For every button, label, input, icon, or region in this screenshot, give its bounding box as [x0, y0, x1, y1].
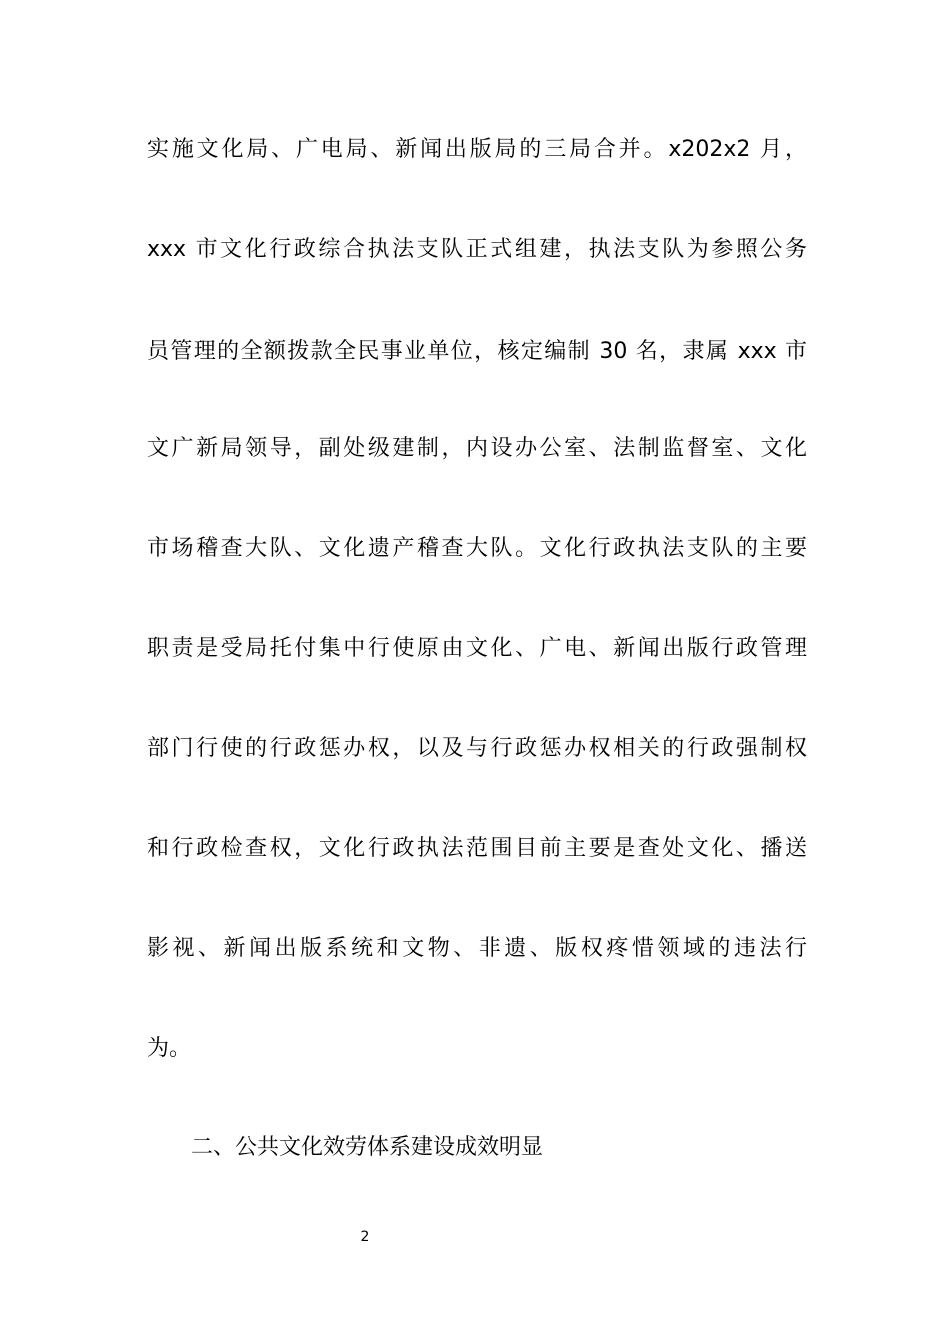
paragraph-line-9: 影视、新闻出版系统和文物、非遗、版权疼惜领域的违法行 [147, 936, 807, 961]
page-number: 2 [360, 1229, 370, 1245]
paragraph-line-6: 职责是受局托付集中行使原由文化、广电、新闻出版行政管理 [147, 636, 807, 661]
paragraph-line-7: 部门行使的行政惩办权，以及与行政惩办权相关的行政强制权 [147, 736, 807, 761]
paragraph-line-1: 实施文化局、广电局、新闻出版局的三局合并。x202x2 月， [147, 137, 807, 162]
paragraph-line-4: 文广新局领导，副处级建制，内设办公室、法制监督室、文化 [147, 436, 807, 461]
paragraph-line-8: 和行政检查权，文化行政执法范围目前主要是查处文化、播送 [147, 836, 807, 861]
paragraph-line-10: 为。 [147, 1036, 192, 1061]
section-heading: 二、公共文化效劳体系建设成效明显 [191, 1135, 544, 1160]
paragraph-line-2: xxx 市文化行政综合执法支队正式组建，执法支队为参照公务 [147, 237, 807, 262]
paragraph-line-5: 市场稽查大队、文化遗产稽查大队。文化行政执法支队的主要 [147, 536, 807, 561]
paragraph-line-3: 员管理的全额拨款全民事业单位，核定编制 30 名，隶属 xxx 市 [147, 339, 807, 364]
